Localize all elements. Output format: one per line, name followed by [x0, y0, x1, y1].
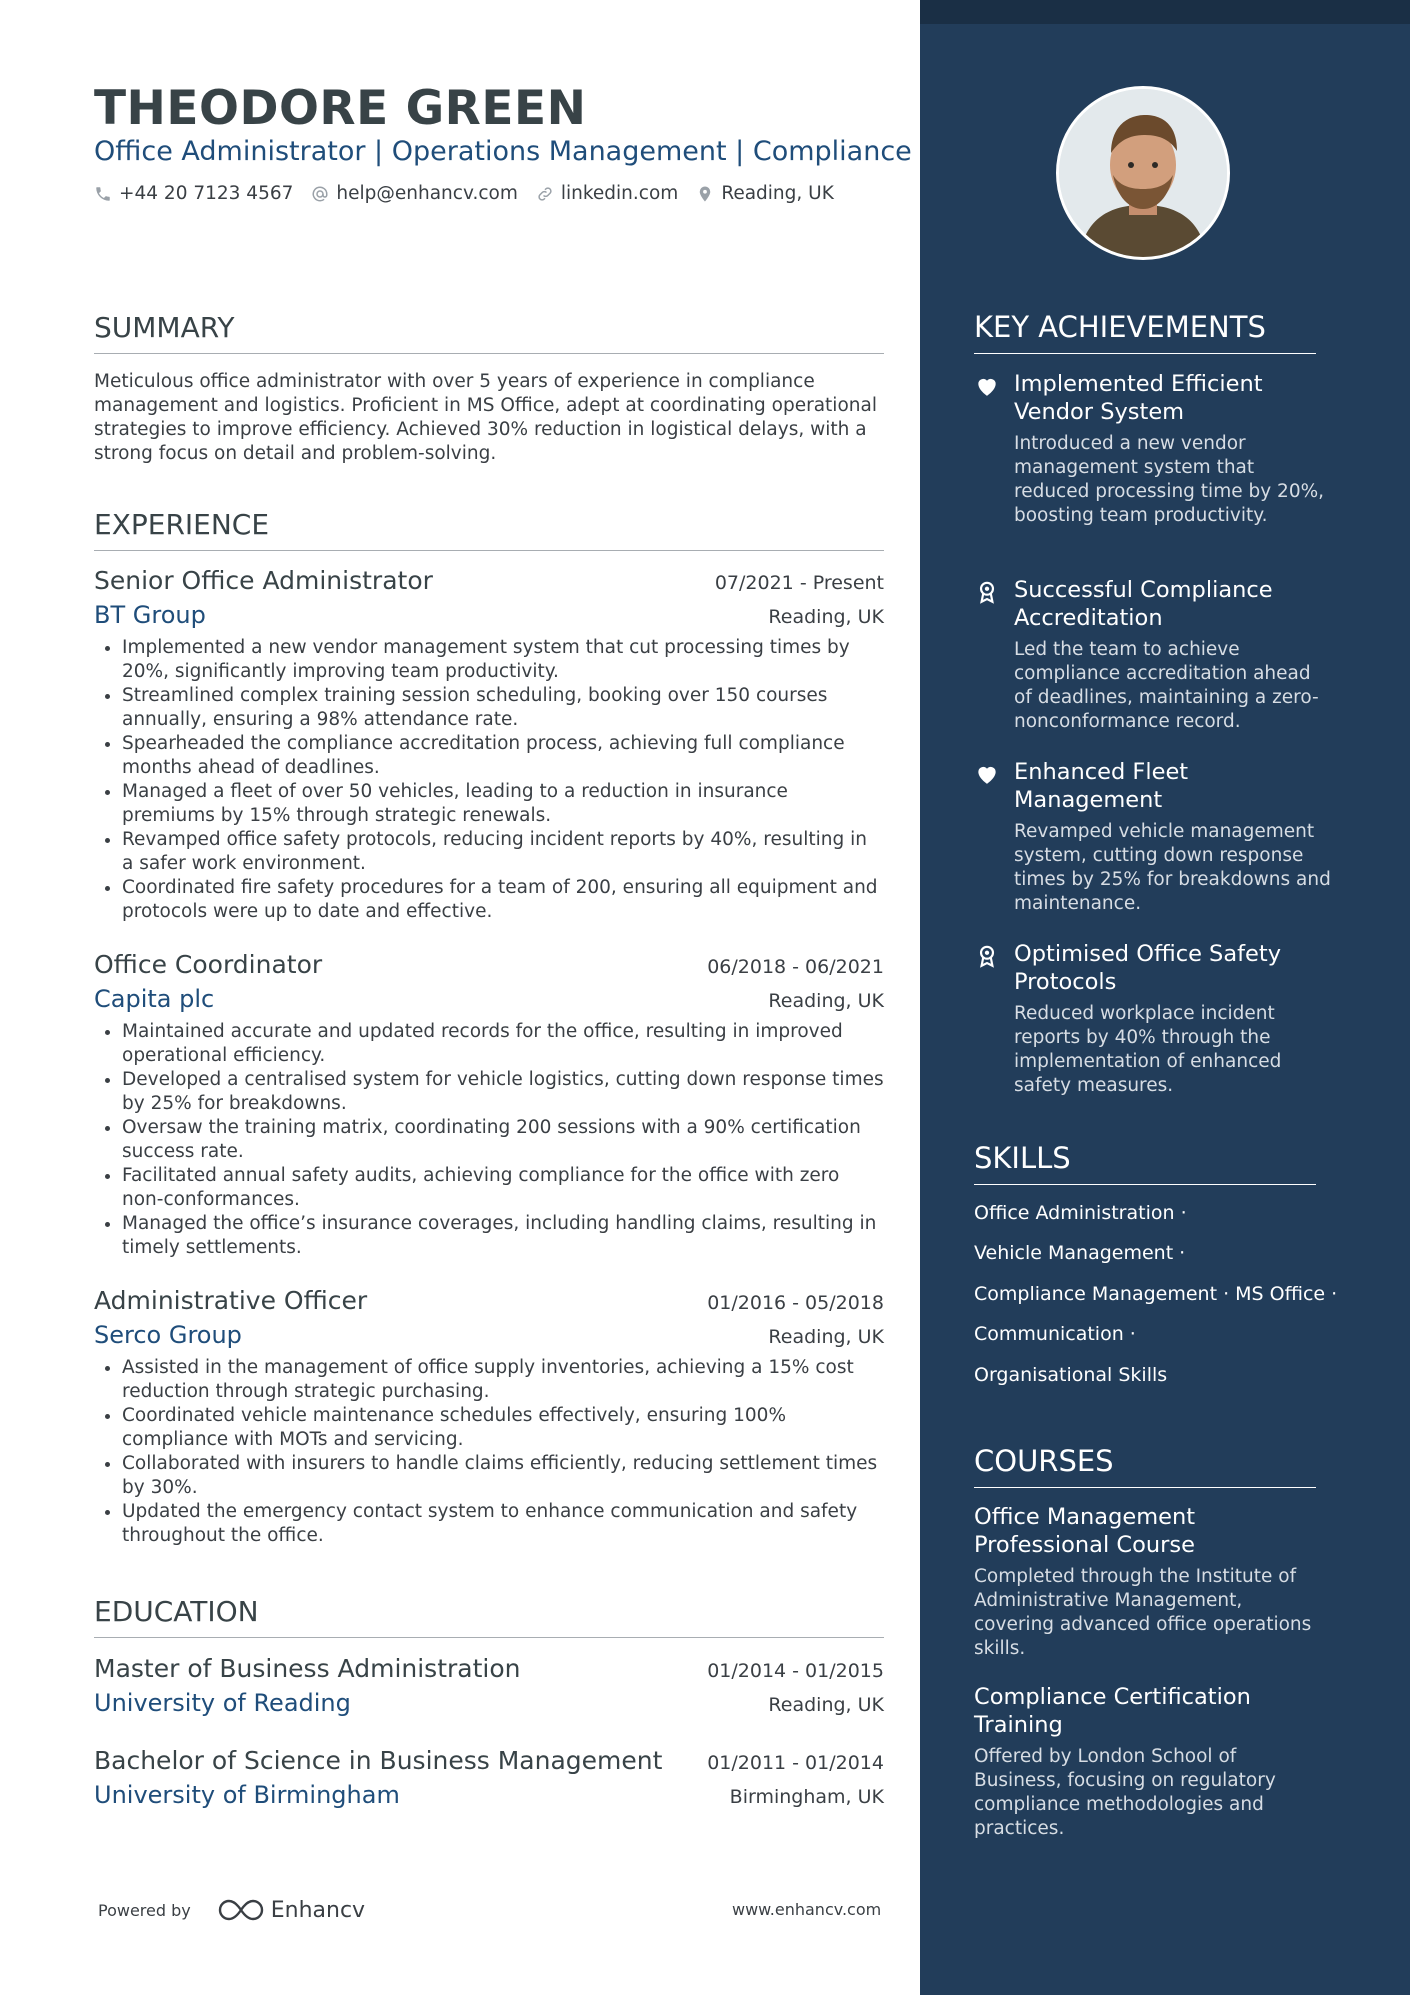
bullet-item: • Oversaw the training matrix, coordinating 200 sessions with a 90% certification success rate. [122, 1116, 884, 1164]
heart-icon [974, 761, 1000, 787]
skill-item: Vehicle Management · [974, 1242, 1186, 1264]
achievement-title: Successful Compliance Accreditation [1014, 577, 1273, 631]
job-role: Office Coordinator [94, 950, 323, 979]
bullet-item: • Maintained accurate and updated records for the office, resulting in improved operational efficiency. [122, 1020, 884, 1068]
bullet-item: • Managed the office’s insurance coverages, including handling claims, resulting in timely settlements. [122, 1212, 884, 1260]
achievement-title: Optimised Office Safety Protocols [1014, 941, 1282, 995]
contact-location [696, 183, 834, 204]
bullet-item: • Coordinated fire safety procedures for a team of 200, ensuring all equipment and protocols were up to date and effective. [122, 876, 884, 924]
achievement-desc: Introduced a new vendor management system that reduced processing time by 20%, boosting team productivity. [1014, 433, 1325, 526]
job-role: Senior Office Administrator [94, 566, 433, 595]
job-bullets [94, 1020, 884, 1260]
job-company: Serco Group [94, 1321, 242, 1349]
edu-dates: 01/2011 - 01/2014 [707, 1752, 884, 1774]
summary-heading: SUMMARY [94, 311, 884, 354]
skill-item: Office Administration · [974, 1202, 1187, 1224]
email-text: help@enhancv.com [336, 183, 518, 204]
contact-linkedin[interactable] [536, 183, 678, 204]
location-pin-icon [696, 185, 714, 203]
courses-heading: COURSES [974, 1443, 1316, 1488]
achievement-item [974, 940, 1334, 1098]
award-icon [974, 943, 1000, 969]
achievement-title: Implemented Efficient Vendor System [1014, 371, 1263, 425]
bullet-item: • Streamlined complex training session scheduling, booking over 150 courses annually, ensuring a 98% attendance rate. [122, 684, 884, 732]
job-location: Reading, UK [768, 1326, 884, 1348]
location-text: Reading, UK [721, 183, 834, 204]
bullet-item: • Spearheaded the compliance accreditation process, achieving full compliance months ahead of deadlines. [122, 732, 884, 780]
skill-item: Organisational Skills [974, 1364, 1168, 1386]
achievement-desc: Reduced workplace incident reports by 40% through the implementation of enhanced safety measures. [1014, 1003, 1282, 1096]
skill-item: Communication · [974, 1323, 1136, 1345]
job-role: Administrative Officer [94, 1286, 368, 1315]
course-title: Office Management Professional Course [974, 1504, 1196, 1558]
bullet-item: • Developed a centralised system for vehicle logistics, cutting down response times by 25% for breakdowns. [122, 1068, 884, 1116]
job-entry [94, 948, 884, 1260]
job-entry [94, 564, 884, 924]
achievement-desc: Led the team to achieve compliance accreditation ahead of deadlines, maintaining a zero-nonconformance record. [1014, 639, 1319, 732]
phone-icon [94, 185, 112, 203]
achievement-desc: Revamped vehicle management system, cutting down response times by 25% for breakdowns and maintenance. [1014, 821, 1331, 914]
job-company: BT Group [94, 601, 206, 629]
achievement-item [974, 576, 1334, 734]
bullet-item: • Assisted in the management of office supply inventories, achieving a 15% cost reduction through strategic purchasing. [122, 1356, 884, 1404]
bullet-item: • Updated the emergency contact system to enhance communication and safety throughout the office. [122, 1500, 884, 1548]
school: University of Birmingham [94, 1781, 400, 1809]
achievements-heading: KEY ACHIEVEMENTS [974, 309, 1316, 354]
link-icon [536, 185, 554, 203]
job-location: Reading, UK [768, 990, 884, 1012]
summary-text: Meticulous office administrator with over 5 years of experience in compliance management and logistics. Proficient in MS Office, adept at coordinating operational strategies to improve efficiency. Achieved 30% reduction in logistical delays, with a strong focus on detail and problem-solving. [94, 371, 877, 464]
bullet-item: • Collaborated with insurers to handle claims efficiently, reducing settlement times by 30%. [122, 1452, 884, 1500]
footer-powered [98, 1897, 365, 1923]
bullet-item: • Implemented a new vendor management system that cut processing times by 20%, significantly improving team productivity. [122, 636, 884, 684]
powered-by-text: Powered by [98, 1900, 191, 1920]
edu-location: Reading, UK [768, 1694, 884, 1716]
profile-photo [1056, 86, 1230, 260]
achievement-title: Enhanced Fleet Management [1014, 759, 1189, 813]
education-entry [94, 1744, 884, 1812]
school: University of Reading [94, 1689, 351, 1717]
sidebar-top-strip [920, 0, 1410, 24]
skills-heading: SKILLS [974, 1140, 1316, 1185]
job-dates: 07/2021 - Present [714, 572, 884, 594]
footer-website[interactable]: www.enhancv.com [732, 1900, 882, 1919]
course-item [974, 1503, 1324, 1661]
at-icon [311, 185, 329, 203]
job-dates: 01/2016 - 05/2018 [707, 1292, 884, 1314]
headline: Office Administrator | Operations Management | Compliance [94, 136, 912, 167]
job-company: Capita plc [94, 985, 215, 1013]
contact-phone[interactable] [94, 183, 293, 204]
infinity-logo-icon [217, 1897, 265, 1923]
edu-location: Birmingham, UK [729, 1786, 884, 1808]
enhancv-logo[interactable] [217, 1897, 365, 1923]
achievement-item [974, 758, 1334, 916]
degree: Master of Business Administration [94, 1654, 521, 1683]
education-entry [94, 1652, 884, 1720]
award-icon [974, 579, 1000, 605]
education-heading: EDUCATION [94, 1595, 884, 1638]
job-bullets [94, 1356, 884, 1548]
course-item [974, 1683, 1324, 1841]
bullet-item: • Facilitated annual safety audits, achieving compliance for the office with zero non-conformances. [122, 1164, 884, 1212]
course-desc: Offered by London School of Business, focusing on regulatory compliance methodologies and practices. [974, 1746, 1276, 1839]
candidate-name: THEODORE GREEN [94, 81, 587, 136]
contact-email[interactable] [311, 183, 517, 204]
edu-dates: 01/2014 - 01/2015 [707, 1660, 884, 1682]
linkedin-text: linkedin.com [560, 183, 679, 204]
course-desc: Completed through the Institute of Administrative Management, covering advanced office operations skills. [974, 1566, 1312, 1659]
job-location: Reading, UK [768, 606, 884, 628]
job-entry [94, 1284, 884, 1548]
job-bullets [94, 636, 884, 924]
contact-bar [94, 183, 852, 204]
course-title: Compliance Certification Training [974, 1684, 1251, 1738]
heart-icon [974, 373, 1000, 399]
experience-heading: EXPERIENCE [94, 508, 884, 551]
bullet-item: • Revamped office safety protocols, reducing incident reports by 40%, resulting in a safer work environment. [122, 828, 884, 876]
phone-text: +44 20 7123 4567 [119, 183, 294, 204]
bullet-item: • Managed a fleet of over 50 vehicles, leading to a reduction in insurance premiums by 15% through strategic renewals. [122, 780, 884, 828]
skill-item: Compliance Management · MS Office · [974, 1283, 1338, 1305]
brand-name: Enhancv [270, 1897, 366, 1923]
degree: Bachelor of Science in Business Management [94, 1746, 663, 1775]
bullet-item: • Coordinated vehicle maintenance schedules effectively, ensuring 100% compliance with MOTs and servicing. [122, 1404, 884, 1452]
avatar-icon [1059, 89, 1227, 257]
job-dates: 06/2018 - 06/2021 [707, 956, 884, 978]
achievement-item [974, 370, 1334, 528]
